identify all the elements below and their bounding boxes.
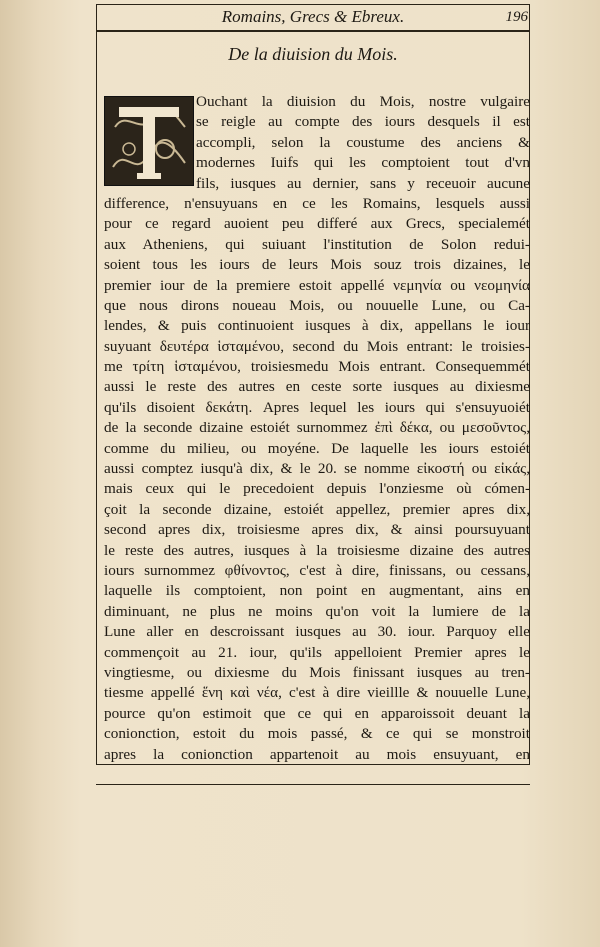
text-line: suyuant δευτέρα ἱσταμένου, second du Mois entrant: le troisies- [104,337,530,355]
running-head: Romains, Grecs & Ebreux. [221,7,405,26]
text-line: fils, iusques au dernier, sans y receuoir aucune [196,174,530,192]
text-line: Ouchant la diuision du Mois, nostre vulgaire [196,93,530,110]
text-line: apres la conionction appartenoit au mois ensuyuant, en [104,745,530,763]
footer-rule [96,784,530,785]
header-rule [96,30,530,32]
text-line: qu'ils disoient δεκάτη. Apres lequel les iours qui s'ensuyuoiét [104,398,530,416]
text-line: çoit la seconde dizaine, estoiét appellez, premier apres dix, [104,500,530,518]
text-line: le reste des autres, iusques à la troisiesme dizaine des autres [104,541,530,559]
text-line: tiesme appellé ἕνη καὶ νέα, c'est à dire vieillle & nouuelle Lune, [104,684,530,702]
text-line: premier iour de la premiere estoit appellé νεμηνία ou νεομηνία [104,276,530,294]
text-line: mais ceux qui le precedoient depuis l'onziesme où cómen- [104,480,530,498]
text-line: aux Atheniens, qui suiuant l'institution de Solon redui- [104,235,530,253]
text-line: comme du milieu, ou moyéne. De laquelle les iours estoiét [104,439,530,457]
text-line: aussi le reste des autres en ceste sorte iusques au dixiesme [104,378,530,396]
text-line: accompli, selon la coustume des anciens & [196,133,530,151]
text-line: pource qu'on estimoit que ce qui en apparoissoit deuant la [104,704,530,722]
text-line: se reigle au compte des iours desquels il est [196,113,530,131]
text-line: conionction, estoit du mois passé, & ce qui se monstroit [104,725,530,743]
text-line: modernes Iuifs qui les comptoient tout d'vn [196,154,530,172]
text-line: commençoit au 21. iour, qu'ils appelloient Premier apres le [104,643,530,661]
text-line: que nous dirons noueau Mois, ou nouuelle Lune, ou Ca- [104,296,530,314]
text-line: lendes, & puis continuoient iusques à dix, appellans le iour [104,317,530,335]
text-line: aussi comptez iusqu'à dix, & le 20. se nomme εἰκοστή ou εἰκάς, [104,460,530,478]
text-line: iours surnommez φθίνοντος, c'est à dire, finissans, ou cessans, [104,561,530,579]
text-line: de la seconde dizaine estoiét surnommez ἐπὶ δέκα, ou μεσοῦντος, [104,419,530,437]
text-line: difference, n'ensuyuans en ce les Romains, lesquels aussi [104,194,530,212]
text-line: soient tous les iours de leurs Mois souz trois dizaines, le [104,256,530,274]
text-line: pour ce regard auoient peu differé aux Grecs, specialemét [104,215,530,233]
text-line: second apres dix, troisiesme apres dix, & ainsi poursuyuant [104,521,530,539]
text-line: Lune aller en descroissant iusques au 30. iour. Parquoy elle [104,623,530,641]
left-rule [96,4,97,764]
text-line: me τρίτη ἱσταμένου, troisiesmedu Mois entrant. Consequemmét [104,358,530,376]
body-text [104,92,530,765]
text-line: laquelle ils comptoient, non point en augmentant, ains en [104,582,530,600]
text-line: vingtiesme, ou dixiesme du Mois finissant iusques au tren- [104,663,530,681]
text-line: diminuant, ne plus ne moins qu'on voit la lumiere de la [104,602,530,620]
page-number: 196 [505,9,528,25]
section-title: De la diuision du Mois. [228,44,398,64]
